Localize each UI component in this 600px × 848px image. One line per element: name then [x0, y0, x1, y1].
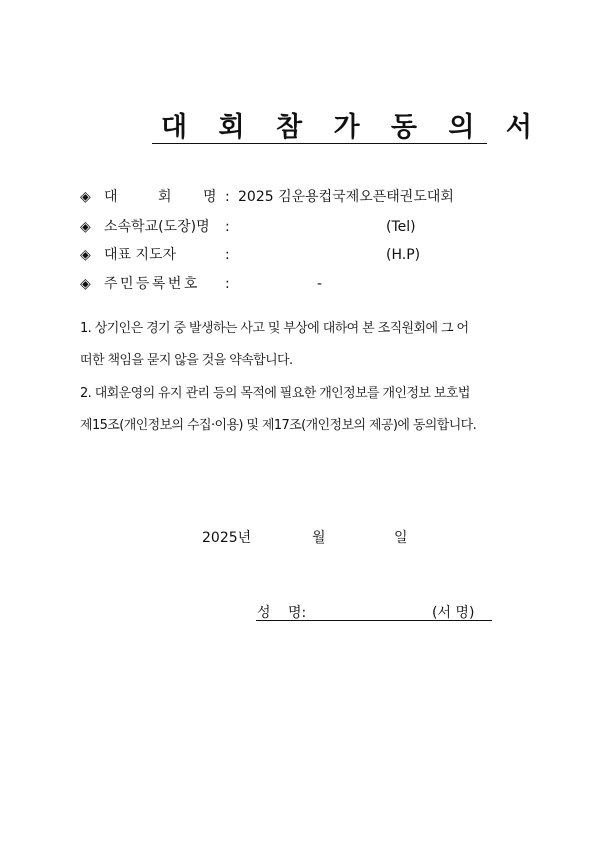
field-representative: [80, 246, 104, 264]
signature-underline: [256, 620, 492, 621]
diamond-bullet-icon: ◈: [80, 276, 91, 292]
consent-paragraph-1-line-2: 떠한 책임을 묻지 않을 것을 약속합니다.: [80, 353, 293, 368]
field-event-name: [80, 188, 104, 206]
school-colon: :: [225, 219, 230, 235]
date-month: 월: [312, 530, 326, 546]
resident-number-dash: -: [317, 276, 323, 292]
event-colon: :: [225, 189, 230, 205]
diamond-bullet-icon: ◈: [80, 247, 91, 263]
school-tel-label: (Tel): [386, 219, 416, 235]
date-day: 일: [394, 530, 408, 546]
event-name-value: 2025 김운용컵국제오픈태권도대회: [238, 189, 454, 205]
resident-number-colon: :: [225, 276, 230, 292]
consent-paragraph-2-line-2: 제15조(개인정보의 수집·이용) 및 제17조(개인정보의 제공)에 동의합니다.: [80, 418, 477, 433]
field-resident-number: [80, 275, 104, 293]
resident-number-label: 주 민 등 록 번 호: [104, 276, 197, 292]
school-label: 소속학교(도장)명: [104, 219, 210, 235]
event-label-3: 명: [203, 189, 217, 205]
representative-colon: :: [225, 247, 230, 263]
consent-paragraph-1-line-1: 1. 상기인은 경기 중 발생하는 사고 및 부상에 대하여 본 조직원회에 그 어: [80, 321, 469, 336]
event-label-1: 대: [104, 189, 118, 205]
signature-label-1: 성: [257, 605, 271, 621]
diamond-bullet-icon: ◈: [80, 219, 91, 235]
title-underline: [152, 143, 487, 144]
representative-hp-label: (H.P): [386, 247, 421, 263]
representative-label: 대표 지도자: [104, 247, 177, 263]
field-school: [80, 218, 104, 236]
consent-paragraph-2-line-1: 2. 대회운영의 유지 관리 등의 목적에 필요한 개인정보를 개인정보 보호법: [80, 386, 470, 401]
event-label-2: 회: [158, 189, 172, 205]
diamond-bullet-icon: ◈: [80, 189, 91, 205]
document-title: 대 회 참 가 동 의 서: [161, 112, 543, 143]
signature-seal: (서 명): [432, 605, 475, 621]
date-year: 2025년: [202, 530, 252, 546]
signature-label-2: 명:: [288, 605, 307, 621]
